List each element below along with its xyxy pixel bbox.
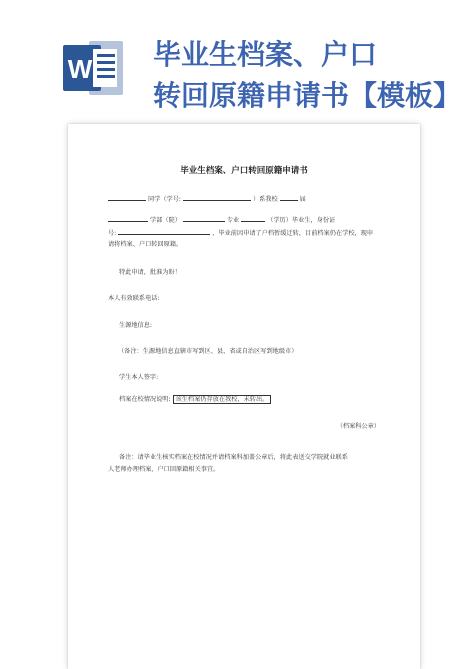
student-id-blank [183, 194, 251, 201]
status-label: 档案在校情况说明: [119, 396, 171, 403]
id-line [108, 228, 373, 238]
department-line [108, 215, 335, 225]
degree-blank [241, 215, 265, 222]
department-blank [108, 215, 148, 222]
remark-line2: 人老师办理档案、户口回原籍相关事宜。 [108, 466, 220, 473]
name-blank [108, 194, 146, 201]
word-icon [63, 41, 123, 95]
label-degree: （学历）毕业生，身份证 [267, 217, 336, 224]
remark-line1: 备注：请毕业生核实档案在校情况并请档案科加盖公章后，将此表送交学院就业联系 [119, 454, 348, 461]
signature-label: 学生本人签字: [119, 374, 159, 381]
document-page [68, 124, 420, 669]
student-line [108, 194, 306, 204]
id-line-text: ，毕业前因申请了户档暂缓迁转，目前档案仍在学校，现申 [212, 230, 374, 237]
svg-text:W: W [67, 54, 93, 84]
label-student-id: 同学（学号: [147, 196, 181, 203]
year-blank [280, 194, 298, 201]
label-major: 专业 [226, 217, 240, 224]
label-id-number: 号: [108, 230, 117, 237]
request-closing: 特此申请，批准为盼！ [119, 269, 181, 276]
header-banner [0, 0, 474, 130]
label-year: 届 [299, 196, 306, 203]
id-number-blank [118, 228, 210, 235]
status-value: 该生档案仍存放在我校，未转出。 [173, 395, 272, 404]
label-school: ）系我校 [252, 196, 278, 203]
status-line [119, 396, 271, 404]
label-department: 学部（院） [149, 217, 181, 224]
origin-note: （备注：生源地信息直辖市写到区、县，省或自治区写到地级市） [118, 348, 298, 355]
origin-label: 生源地信息: [119, 322, 153, 329]
banner-title-line1: 毕业生档案、户口 [153, 38, 378, 71]
document-title: 毕业生档案、户口转回原籍申请书 [180, 166, 308, 176]
banner-title-line2: 转回原籍申请书【模板】 [153, 79, 462, 112]
request-body-line: 请将档案、户口转回原籍。 [108, 241, 183, 248]
seal-label: （档案科公章） [336, 423, 380, 430]
major-blank [183, 215, 225, 222]
phone-label: 本人有效联系电话: [108, 295, 160, 302]
